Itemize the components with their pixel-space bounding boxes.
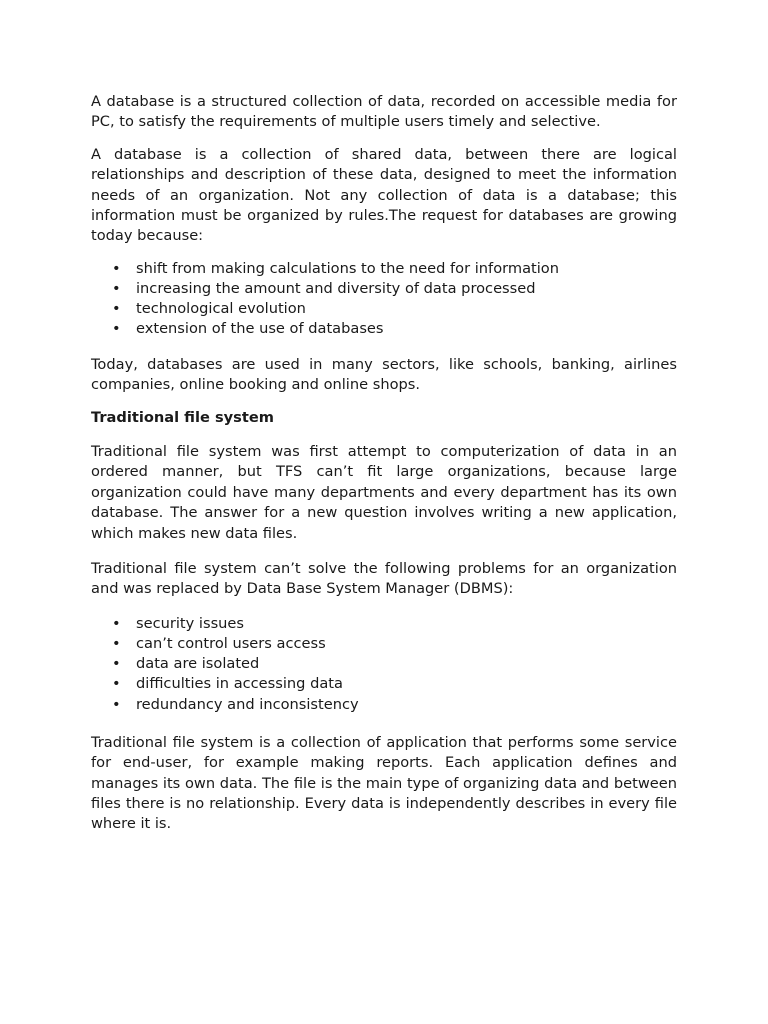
paragraph-tfs-problems: Traditional file system can’t solve the following problems for an organization and was replaced by Data Base System Manager (DBMS):	[91, 559, 677, 598]
list-item: • redundancy and inconsistency	[91, 695, 677, 715]
list-item: • security issues	[91, 614, 677, 634]
section-heading: Traditional file system	[91, 409, 274, 427]
list-item: • data are isolated	[91, 654, 677, 674]
list-item: • extension of the use of databases	[91, 319, 677, 339]
problems-list	[91, 614, 677, 715]
reasons-list	[91, 259, 677, 340]
list-item: • increasing the amount and diversity of data processed	[91, 279, 677, 299]
paragraph-sectors: Today, databases are used in many sectors, like schools, banking, airlines companies, online booking and online shops.	[91, 355, 677, 394]
list-item: • shift from making calculations to the need for information	[91, 259, 677, 279]
list-item: • difficulties in accessing data	[91, 674, 677, 694]
paragraph-shared-data: A database is a collection of shared data, between there are logical relationships and description of these data, designed to meet the information needs of an organization. Not any collection of data is a database; this information must be organized by rules.The request for databases are growing today because:	[91, 145, 677, 245]
paragraph-database-definition: A database is a structured collection of data, recorded on accessible media for PC, to satisfy the requirements of multiple users timely and selective.	[91, 93, 677, 131]
paragraph-tfs-intro: Traditional file system was first attempt to computerization of data in an ordered manner, but TFS can’t fit large organizations, because large organization could have many departments and every department has its own database. The answer for a new question involves writing a new application, which makes new data files.	[91, 442, 677, 542]
list-item: • can’t control users access	[91, 634, 677, 654]
paragraph-tfs-collection: Traditional file system is a collection of application that performs some service for end-user, for example making reports. Each application defines and manages its own data. The file is the main type of organizing data and between files there is no relationship. Every data is independently describes in every file where it is.	[91, 733, 677, 833]
list-item: • technological evolution	[91, 299, 677, 319]
